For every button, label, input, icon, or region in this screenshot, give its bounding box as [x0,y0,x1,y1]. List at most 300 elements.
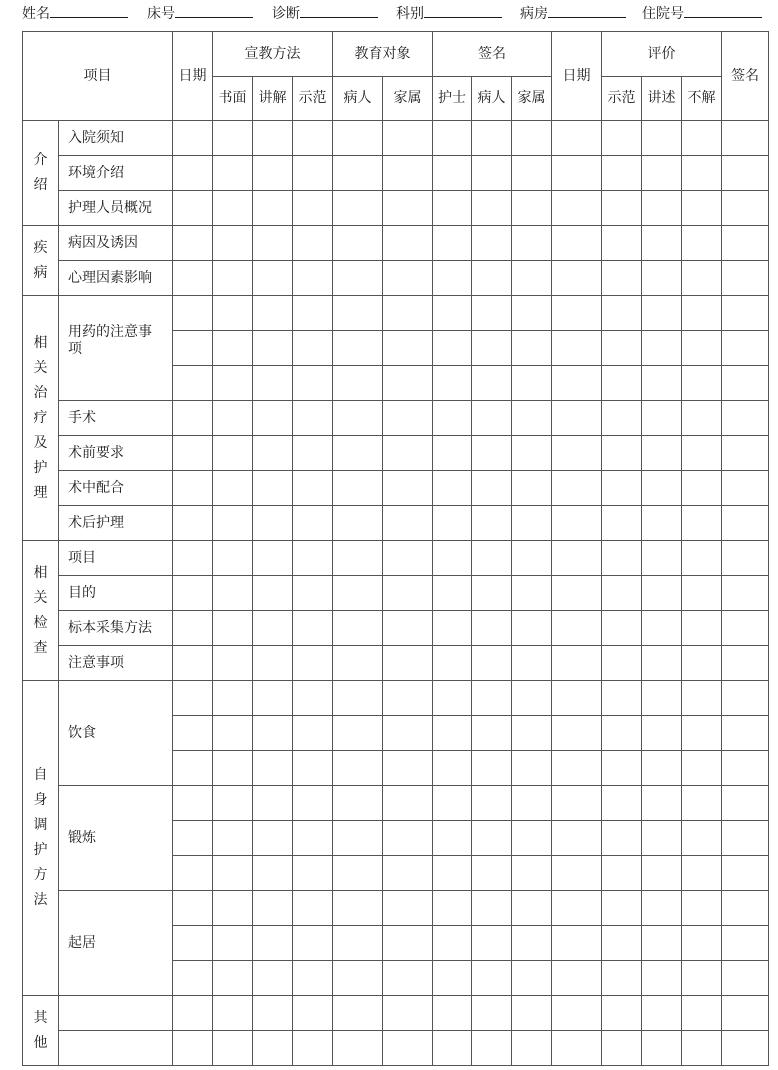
cell[interactable] [213,786,253,821]
cell[interactable] [173,856,213,891]
cell[interactable] [433,576,472,611]
cell[interactable] [173,821,213,856]
diagnosis-field[interactable] [272,3,378,24]
cell[interactable] [642,646,682,681]
cell[interactable] [512,331,552,366]
cell[interactable] [173,786,213,821]
cell[interactable] [722,961,769,996]
cell[interactable] [173,226,213,261]
cell[interactable] [213,576,253,611]
cell[interactable] [293,506,333,541]
cell[interactable] [433,156,472,191]
cell[interactable] [253,331,293,366]
cell[interactable] [213,191,253,226]
cell[interactable] [472,506,512,541]
cell[interactable] [253,961,293,996]
row-label[interactable] [59,1031,173,1066]
cell[interactable] [253,926,293,961]
cell[interactable] [333,611,383,646]
cell[interactable] [293,681,333,716]
cell[interactable] [173,506,213,541]
cell[interactable] [213,996,253,1031]
bed-blank[interactable] [175,3,253,18]
cell[interactable] [602,926,642,961]
cell[interactable] [293,191,333,226]
cell[interactable] [293,156,333,191]
cell[interactable] [682,681,722,716]
cell[interactable] [173,366,213,401]
cell[interactable] [722,156,769,191]
cell[interactable] [552,296,602,331]
cell[interactable] [602,366,642,401]
cell[interactable] [722,821,769,856]
cell[interactable] [512,716,552,751]
cell[interactable] [552,1031,602,1066]
cell[interactable] [602,261,642,296]
cell[interactable] [333,646,383,681]
cell[interactable] [173,121,213,156]
cell[interactable] [552,366,602,401]
cell[interactable] [472,296,512,331]
cell[interactable] [173,436,213,471]
cell[interactable] [433,506,472,541]
cell[interactable] [293,751,333,786]
cell[interactable] [333,751,383,786]
cell[interactable] [552,891,602,926]
cell[interactable] [173,611,213,646]
cell[interactable] [433,226,472,261]
cell[interactable] [293,576,333,611]
cell[interactable] [173,156,213,191]
cell[interactable] [472,436,512,471]
cell[interactable] [722,296,769,331]
cell[interactable] [512,926,552,961]
cell[interactable] [293,121,333,156]
cell[interactable] [433,856,472,891]
cell[interactable] [213,646,253,681]
cell[interactable] [472,401,512,436]
cell[interactable] [512,821,552,856]
cell[interactable] [293,891,333,926]
department-field[interactable] [396,3,502,24]
cell[interactable] [552,156,602,191]
cell[interactable] [642,961,682,996]
cell[interactable] [642,576,682,611]
cell[interactable] [682,541,722,576]
cell[interactable] [173,681,213,716]
ward-field[interactable] [520,3,626,24]
cell[interactable] [333,541,383,576]
cell[interactable] [213,401,253,436]
cell[interactable] [602,436,642,471]
cell[interactable] [433,261,472,296]
cell[interactable] [722,891,769,926]
cell[interactable] [333,471,383,506]
cell[interactable] [173,996,213,1031]
cell[interactable] [472,786,512,821]
cell[interactable] [512,366,552,401]
cell[interactable] [552,401,602,436]
cell[interactable] [642,226,682,261]
cell[interactable] [552,121,602,156]
cell[interactable] [722,681,769,716]
cell[interactable] [682,156,722,191]
cell[interactable] [472,261,512,296]
cell[interactable] [253,856,293,891]
cell[interactable] [253,576,293,611]
cell[interactable] [602,576,642,611]
cell[interactable] [642,926,682,961]
cell[interactable] [253,1031,293,1066]
cell[interactable] [642,121,682,156]
cell[interactable] [722,191,769,226]
cell[interactable] [433,366,472,401]
cell[interactable] [433,646,472,681]
cell[interactable] [293,926,333,961]
cell[interactable] [722,751,769,786]
cell[interactable] [253,541,293,576]
cell[interactable] [383,436,433,471]
cell[interactable] [472,751,512,786]
cell[interactable] [333,401,383,436]
cell[interactable] [383,996,433,1031]
cell[interactable] [213,261,253,296]
cell[interactable] [213,366,253,401]
cell[interactable] [722,716,769,751]
cell[interactable] [433,891,472,926]
cell[interactable] [213,226,253,261]
cell[interactable] [173,261,213,296]
cell[interactable] [253,751,293,786]
cell[interactable] [213,961,253,996]
cell[interactable] [213,296,253,331]
cell[interactable] [512,891,552,926]
cell[interactable] [602,296,642,331]
cell[interactable] [512,1031,552,1066]
cell[interactable] [383,366,433,401]
cell[interactable] [602,681,642,716]
cell[interactable] [722,856,769,891]
cell[interactable] [552,226,602,261]
cell[interactable] [333,296,383,331]
cell[interactable] [213,821,253,856]
cell[interactable] [333,786,383,821]
cell[interactable] [433,961,472,996]
cell[interactable] [433,401,472,436]
cell[interactable] [213,156,253,191]
cell[interactable] [383,331,433,366]
name-field[interactable] [22,3,128,24]
cell[interactable] [253,611,293,646]
cell[interactable] [173,926,213,961]
cell[interactable] [173,331,213,366]
cell[interactable] [293,541,333,576]
cell[interactable] [253,366,293,401]
cell[interactable] [433,751,472,786]
cell[interactable] [173,576,213,611]
cell[interactable] [602,226,642,261]
cell[interactable] [213,331,253,366]
cell[interactable] [293,821,333,856]
cell[interactable] [552,681,602,716]
cell[interactable] [552,331,602,366]
cell[interactable] [682,856,722,891]
cell[interactable] [642,506,682,541]
cell[interactable] [383,156,433,191]
department-blank[interactable] [424,3,502,18]
cell[interactable] [333,506,383,541]
cell[interactable] [433,926,472,961]
cell[interactable] [253,996,293,1031]
cell[interactable] [682,926,722,961]
cell[interactable] [472,856,512,891]
cell[interactable] [602,646,642,681]
cell[interactable] [383,261,433,296]
cell[interactable] [552,646,602,681]
cell[interactable] [472,646,512,681]
cell[interactable] [253,716,293,751]
cell[interactable] [253,121,293,156]
cell[interactable] [602,786,642,821]
cell[interactable] [333,576,383,611]
cell[interactable] [512,611,552,646]
cell[interactable] [293,996,333,1031]
cell[interactable] [253,471,293,506]
cell[interactable] [213,611,253,646]
cell[interactable] [682,506,722,541]
cell[interactable] [433,1031,472,1066]
cell[interactable] [642,786,682,821]
cell[interactable] [552,436,602,471]
cell[interactable] [472,331,512,366]
cell[interactable] [722,786,769,821]
cell[interactable] [383,681,433,716]
cell[interactable] [333,996,383,1031]
cell[interactable] [472,1031,512,1066]
cell[interactable] [173,646,213,681]
bed-field[interactable] [147,3,253,24]
cell[interactable] [433,121,472,156]
cell[interactable] [173,191,213,226]
cell[interactable] [253,156,293,191]
cell[interactable] [433,331,472,366]
cell[interactable] [253,646,293,681]
cell[interactable] [642,366,682,401]
cell[interactable] [602,331,642,366]
cell[interactable] [552,611,602,646]
cell[interactable] [293,646,333,681]
cell[interactable] [642,296,682,331]
cell[interactable] [293,331,333,366]
cell[interactable] [173,296,213,331]
cell[interactable] [383,821,433,856]
cell[interactable] [682,261,722,296]
cell[interactable] [472,821,512,856]
cell[interactable] [642,611,682,646]
cell[interactable] [682,121,722,156]
cell[interactable] [552,716,602,751]
cell[interactable] [682,891,722,926]
cell[interactable] [472,716,512,751]
cell[interactable] [682,331,722,366]
cell[interactable] [173,751,213,786]
cell[interactable] [682,786,722,821]
cell[interactable] [722,331,769,366]
cell[interactable] [472,681,512,716]
cell[interactable] [642,401,682,436]
cell[interactable] [642,681,682,716]
cell[interactable] [293,611,333,646]
cell[interactable] [293,436,333,471]
cell[interactable] [333,821,383,856]
cell[interactable] [722,646,769,681]
cell[interactable] [383,751,433,786]
cell[interactable] [602,121,642,156]
cell[interactable] [383,226,433,261]
cell[interactable] [642,856,682,891]
cell[interactable] [213,891,253,926]
cell[interactable] [293,471,333,506]
cell[interactable] [722,506,769,541]
cell[interactable] [433,996,472,1031]
cell[interactable] [512,401,552,436]
cell[interactable] [253,681,293,716]
cell[interactable] [512,121,552,156]
cell[interactable] [383,1031,433,1066]
cell[interactable] [253,226,293,261]
admission-no-field[interactable] [642,3,762,24]
cell[interactable] [682,296,722,331]
cell[interactable] [722,471,769,506]
cell[interactable] [472,541,512,576]
cell[interactable] [213,121,253,156]
cell[interactable] [383,926,433,961]
cell[interactable] [512,751,552,786]
cell[interactable] [642,716,682,751]
cell[interactable] [552,821,602,856]
cell[interactable] [722,926,769,961]
cell[interactable] [472,576,512,611]
cell[interactable] [383,646,433,681]
cell[interactable] [472,121,512,156]
cell[interactable] [253,786,293,821]
cell[interactable] [602,541,642,576]
cell[interactable] [213,751,253,786]
cell[interactable] [472,961,512,996]
cell[interactable] [682,401,722,436]
cell[interactable] [472,891,512,926]
cell[interactable] [333,331,383,366]
cell[interactable] [472,366,512,401]
cell[interactable] [642,471,682,506]
cell[interactable] [293,261,333,296]
ward-blank[interactable] [548,3,626,18]
cell[interactable] [602,716,642,751]
cell[interactable] [383,786,433,821]
cell[interactable] [433,436,472,471]
cell[interactable] [173,961,213,996]
cell[interactable] [512,506,552,541]
cell[interactable] [552,751,602,786]
cell[interactable] [433,471,472,506]
cell[interactable] [433,611,472,646]
cell[interactable] [512,436,552,471]
cell[interactable] [602,611,642,646]
cell[interactable] [173,401,213,436]
cell[interactable] [552,856,602,891]
cell[interactable] [383,576,433,611]
cell[interactable] [722,121,769,156]
cell[interactable] [642,751,682,786]
cell[interactable] [333,226,383,261]
cell[interactable] [383,856,433,891]
cell[interactable] [722,1031,769,1066]
cell[interactable] [682,226,722,261]
cell[interactable] [293,856,333,891]
cell[interactable] [472,226,512,261]
cell[interactable] [333,856,383,891]
cell[interactable] [602,751,642,786]
cell[interactable] [433,296,472,331]
cell[interactable] [512,786,552,821]
cell[interactable] [682,751,722,786]
cell[interactable] [333,681,383,716]
cell[interactable] [552,506,602,541]
cell[interactable] [512,681,552,716]
cell[interactable] [383,506,433,541]
cell[interactable] [722,436,769,471]
cell[interactable] [213,471,253,506]
cell[interactable] [213,926,253,961]
cell[interactable] [722,401,769,436]
name-blank[interactable] [50,3,128,18]
cell[interactable] [173,1031,213,1066]
cell[interactable] [433,681,472,716]
cell[interactable] [333,926,383,961]
cell[interactable] [642,541,682,576]
cell[interactable] [383,961,433,996]
admission-no-blank[interactable] [684,3,762,18]
cell[interactable] [173,541,213,576]
cell[interactable] [722,366,769,401]
cell[interactable] [552,926,602,961]
cell[interactable] [213,506,253,541]
cell[interactable] [213,716,253,751]
cell[interactable] [682,576,722,611]
cell[interactable] [433,716,472,751]
cell[interactable] [512,261,552,296]
cell[interactable] [642,996,682,1031]
cell[interactable] [293,401,333,436]
cell[interactable] [333,436,383,471]
cell[interactable] [213,681,253,716]
cell[interactable] [433,191,472,226]
cell[interactable] [433,786,472,821]
cell[interactable] [552,786,602,821]
cell[interactable] [512,576,552,611]
cell[interactable] [383,121,433,156]
cell[interactable] [472,471,512,506]
cell[interactable] [333,1031,383,1066]
cell[interactable] [333,961,383,996]
cell[interactable] [333,156,383,191]
cell[interactable] [682,996,722,1031]
cell[interactable] [383,611,433,646]
cell[interactable] [722,611,769,646]
cell[interactable] [552,541,602,576]
cell[interactable] [682,716,722,751]
cell[interactable] [552,191,602,226]
